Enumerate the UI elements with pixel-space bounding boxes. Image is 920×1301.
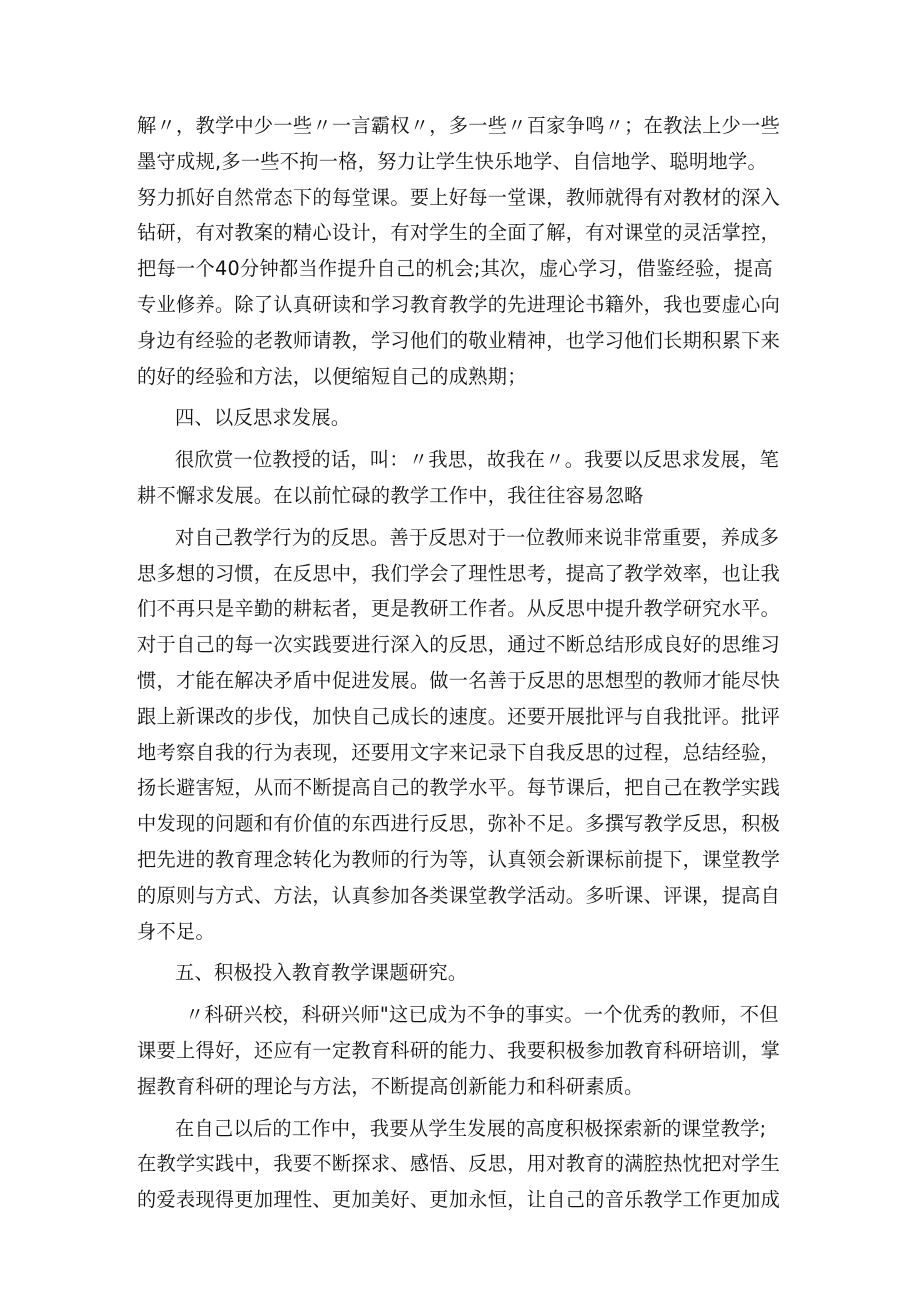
- text-line: 把每一个40分钟都当作提升自己的机会;其次，虚心学习，借鉴经验，提高: [137, 257, 773, 281]
- text-line: 解〃，教学中少一些〃一言霸权〃，多一些〃百家争鸣〃；在教法上少一些: [137, 114, 781, 137]
- paragraph-research: [137, 997, 797, 1104]
- text-line: 握教育科研的理论与方法，不断提高创新能力和科研素质。: [137, 1074, 644, 1098]
- heading-text: 五、积极投入教育教学课题研究。: [175, 961, 468, 985]
- text-line: 专业修养。除了认真研读和学习教育教学的先进理论书籍外，我也要虚心向: [137, 292, 781, 316]
- text-line: 的好的经验和方法，以便缩短自己的成熟期；: [137, 364, 527, 388]
- text-line: 墨守成规,多一些不拘一格，努力让学生快乐地学、自信地学、聪明地学。: [137, 149, 767, 173]
- section-heading-5: [137, 955, 797, 991]
- text-line: 课要上得好，还应有一定教育科研的能力、我要积极参加教育科研培训，掌: [137, 1038, 781, 1062]
- text-line: 跟上新课改的步伐，加快自己成长的速度。还要开展批评与自我批评。批评: [137, 704, 781, 728]
- text-line: 耕不懈求发展。在以前忙碌的教学工作中，我往往容易忽略: [137, 483, 644, 507]
- text-line: 努力抓好自然常态下的每堂课。要上好每一堂课，教师就得有对教材的深入: [137, 185, 781, 209]
- text-line: 对于自己的每一次实践要进行深入的反思，通过不断总结形成良好的思维习: [137, 633, 781, 657]
- text-line: 扬长避害短，从而不断提高自己的教学水平。每节课后，把自己在教学实践: [137, 776, 781, 800]
- text-line: 的原则与方式、方法，认真参加各类课堂教学活动。多听课、评课，提高自: [137, 883, 781, 907]
- text-line: 的爱表现得更加理性、更加美好、更加永恒，让自己的音乐教学工作更加成: [137, 1188, 781, 1212]
- paragraph-reflection-quote: [137, 442, 797, 514]
- text-line: 对自己教学行为的反思。善于反思对于一位教师来说非常重要，养成多: [175, 525, 780, 549]
- text-line: 身不足。: [137, 919, 215, 943]
- text-line: 惯，才能在解决矛盾中促进发展。做一名善于反思的思想型的教师才能尽快: [137, 668, 781, 692]
- text-line: 中发现的问题和有价值的东西进行反思，弥补不足。多撰写教学反思，积极: [137, 812, 781, 836]
- text-line: 思多想的习惯，在反思中，我们学会了理性思考，提高了教学效率，也让我: [137, 561, 781, 585]
- text-line: 地考察自我的行为表现，还要用文字来记录下自我反思的过程，总结经验，: [137, 740, 781, 764]
- section-heading-4: [137, 400, 797, 436]
- heading-text: 四、以反思求发展。: [175, 406, 351, 430]
- text-line: 在自己以后的工作中，我要从学生发展的高度积极探索新的课堂教学;: [175, 1116, 767, 1140]
- paragraph-future-work: [137, 1111, 797, 1218]
- text-line: 很欣赏一位教授的话，叫：〃我思，故我在〃。我要以反思求发展，笔: [175, 448, 780, 472]
- text-line: 在教学实践中，我要不断探求、感悟、反思，用对教育的满腔热忱把对学生: [137, 1152, 781, 1176]
- text-line: 〃科研兴校，科研兴师"这已成为不争的事实。一个优秀的教师，不但: [185, 1003, 779, 1027]
- paragraph-reflection-detail: [137, 520, 797, 950]
- text-line: 们不再只是辛勤的耕耘者，更是教研工作者。从反思中提升教学研究水平。: [137, 597, 781, 621]
- paragraph-teaching-methods: [137, 108, 797, 394]
- text-line: 身边有经验的老教师请教，学习他们的敬业精神，也学习他们长期积累下来: [137, 328, 781, 352]
- document-page: [137, 108, 797, 1218]
- text-line: 把先进的教育理念转化为教师的行为等，认真领会新课标前提下，课堂教学: [137, 847, 781, 871]
- text-line: 钻研，有对教案的精心设计，有对学生的全面了解，有对课堂的灵活掌控，: [137, 221, 781, 245]
